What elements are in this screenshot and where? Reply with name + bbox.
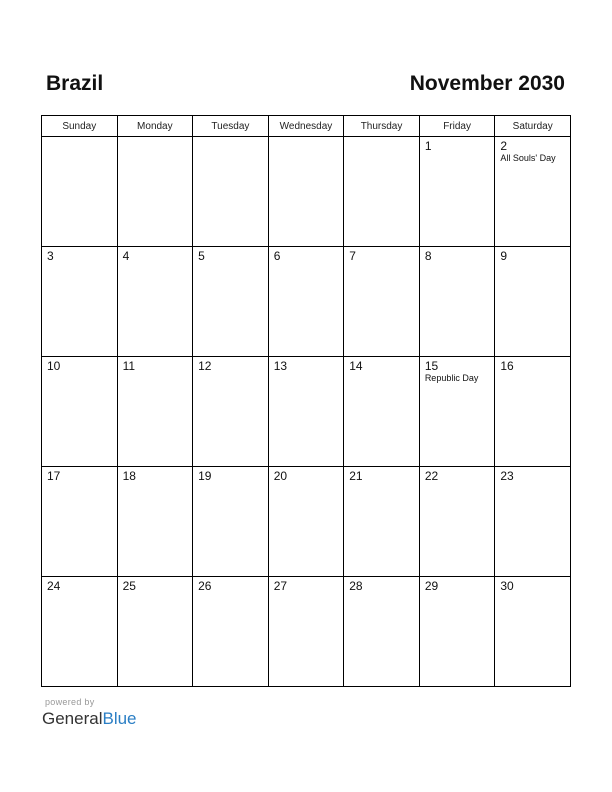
day-cell: [193, 247, 269, 357]
day-cell: [419, 247, 495, 357]
day-number: 10: [47, 359, 61, 373]
day-number: 24: [47, 579, 61, 593]
day-cell: [419, 357, 495, 467]
powered-by-text: powered by: [45, 697, 95, 707]
day-number: [42, 137, 117, 139]
day-cell: [495, 577, 571, 687]
day-cell: [193, 467, 269, 577]
day-cell: [193, 137, 269, 247]
day-number: 14: [349, 359, 363, 373]
day-number: 1: [424, 139, 432, 153]
day-number: 28: [349, 579, 363, 593]
week-row: [42, 467, 571, 577]
weekday-header: Tuesday: [193, 116, 269, 137]
day-number: 18: [122, 469, 136, 483]
day-number: 19: [198, 469, 212, 483]
day-number: 20: [273, 469, 288, 483]
footer-branding: [42, 697, 137, 730]
generalblue-logo: [42, 708, 137, 730]
day-cell: [42, 247, 118, 357]
day-cell: [117, 467, 193, 577]
brand-name-blue: Blue: [102, 709, 137, 728]
calendar-country-title: Brazil: [46, 72, 104, 95]
holiday-label: All Souls' Day: [500, 153, 556, 163]
day-cell: [193, 577, 269, 687]
day-number: 6: [273, 249, 281, 263]
weekday-header-row: [42, 116, 571, 137]
day-number: 29: [424, 579, 439, 593]
day-cell: [419, 137, 495, 247]
calendar-grid: [41, 115, 571, 687]
day-number: 30: [500, 579, 514, 593]
day-number: 22: [424, 469, 439, 483]
holiday-label: Republic Day: [424, 373, 479, 383]
day-cell: [344, 247, 420, 357]
day-cell: [42, 137, 118, 247]
day-number: 2: [500, 139, 508, 153]
day-cell: [495, 247, 571, 357]
day-cell: [117, 137, 193, 247]
day-cell: [495, 467, 571, 577]
day-cell: [344, 137, 420, 247]
weekday-header: Sunday: [42, 116, 118, 137]
day-number: 5: [198, 249, 205, 263]
day-number: 17: [47, 469, 61, 483]
day-number: 3: [47, 249, 54, 263]
weekday-header: Thursday: [344, 116, 420, 137]
day-cell: [42, 357, 118, 467]
week-row: [42, 577, 571, 687]
day-number: [118, 137, 193, 139]
brand-name-general: General: [42, 709, 103, 728]
weekday-header: Saturday: [495, 116, 571, 137]
day-number: 4: [122, 249, 130, 263]
day-number: 23: [500, 469, 514, 483]
day-number: 8: [424, 249, 432, 263]
day-number: 13: [273, 359, 288, 373]
day-number: [269, 137, 344, 139]
weekday-header: Wednesday: [268, 116, 344, 137]
day-number: [344, 137, 419, 139]
day-cell: [117, 357, 193, 467]
day-number: 15: [424, 359, 439, 373]
day-cell: [344, 357, 420, 467]
day-number: 16: [500, 359, 514, 373]
day-number: 21: [349, 469, 363, 483]
day-cell: [268, 467, 344, 577]
day-cell: [42, 577, 118, 687]
calendar-month-title: November 2030: [409, 72, 565, 95]
day-number: 25: [122, 579, 136, 593]
day-cell: [419, 577, 495, 687]
day-cell: [117, 577, 193, 687]
week-row: [42, 357, 571, 467]
day-cell: [495, 137, 571, 247]
day-number: 11: [122, 359, 136, 373]
weekday-header: Monday: [117, 116, 193, 137]
day-cell: [419, 467, 495, 577]
weekday-header: Friday: [419, 116, 495, 137]
day-number: 9: [500, 249, 508, 263]
day-cell: [42, 467, 118, 577]
week-row: [42, 137, 571, 247]
day-cell: [117, 247, 193, 357]
day-cell: [193, 357, 269, 467]
day-cell: [344, 467, 420, 577]
day-number: 12: [198, 359, 212, 373]
day-number: [193, 137, 268, 139]
day-cell: [268, 357, 344, 467]
day-number: 26: [198, 579, 212, 593]
day-cell: [268, 247, 344, 357]
week-row: [42, 247, 571, 357]
day-cell: [268, 577, 344, 687]
day-cell: [344, 577, 420, 687]
day-cell: [495, 357, 571, 467]
day-number: 27: [273, 579, 288, 593]
day-cell: [268, 137, 344, 247]
day-number: 7: [349, 249, 356, 263]
